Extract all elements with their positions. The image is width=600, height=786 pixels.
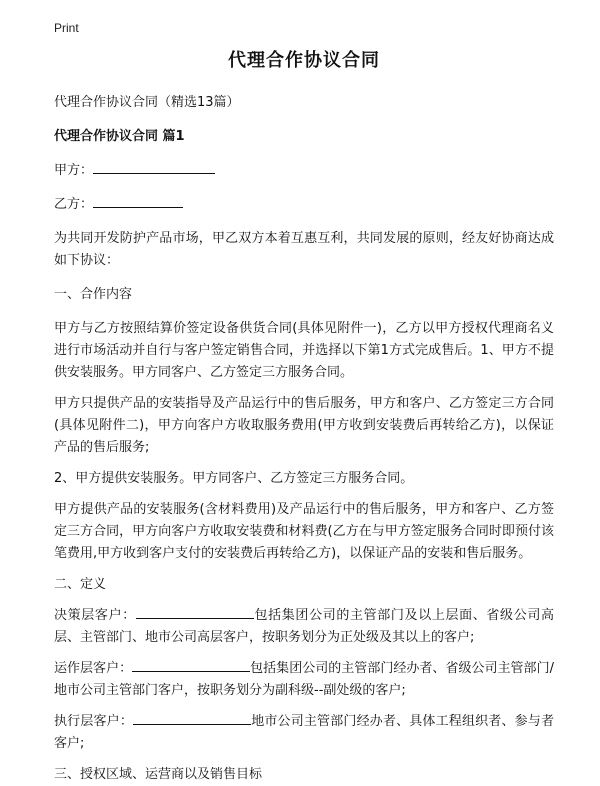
- definition-label: 运作层客户：: [54, 661, 133, 676]
- definition-decision-layer: [54, 605, 554, 649]
- definition-text: 地市公司主管部门经办者、具体工程组织者、参与者客户;: [54, 714, 554, 751]
- document-subtitle: 代理合作协议合同（精选13篇）: [54, 95, 240, 110]
- section-1-paragraph-2: 甲方只提供产品的安装指导及产品运行中的售后服务，甲方和客户、乙方签定三方合同(具体见附件二)，甲方向客户方收取服务费用(甲方收到安装费后再转给乙方)，以保证产品的售后服务;: [54, 396, 554, 455]
- section-1-paragraph-3: 2、甲方提供安装服务。甲方同客户、乙方签定三方服务合同。: [54, 471, 414, 486]
- party-b-field: [54, 194, 554, 216]
- section-heading: 代理合作协议合同 篇1: [54, 129, 185, 144]
- section-3-heading: 三、授权区域、运营商以及销售目标: [54, 767, 263, 782]
- section-2-heading: 二、定义: [54, 577, 107, 592]
- definition-label: 执行层客户：: [54, 714, 134, 729]
- definition-blank: [133, 711, 251, 725]
- document-page: [54, 48, 554, 786]
- definition-blank: [136, 605, 254, 619]
- definition-execution-layer: [54, 711, 554, 755]
- definition-text: 包括集团公司的主管部门及以上层面、省级公司高层、主管部门、地市公司高层客户，按职务划分为正处级及其以上的客户;: [54, 608, 554, 645]
- party-b-blank: [93, 194, 183, 208]
- definition-blank: [132, 658, 250, 672]
- print-link[interactable]: Print: [54, 21, 79, 35]
- definition-text: 包括集团公司的主管部门经办者、省级公司主管部门/地市公司主管部门客户，按职务划分为副科级--副处级的客户;: [54, 661, 554, 698]
- section-1-paragraph-4: 甲方提供产品的安装服务(含材料费用)及产品运行中的售后服务，甲方和客户、乙方签定三方合同，甲方向客户方收取安装费和材料费(乙方在与甲方签定服务合同时即预付该笔费用,甲方收到客户支付的安装费后再转给乙方)，以保证产品的安装和售后服务。: [54, 502, 554, 561]
- document-title: 代理合作协议合同: [228, 50, 380, 71]
- party-a-blank: [93, 160, 215, 174]
- definition-operation-layer: [54, 658, 554, 702]
- section-1-paragraph-1: 甲方与乙方按照结算价签定设备供货合同(具体见附件一)，乙方以甲方授权代理商名义进行市场活动并自行与客户签定销售合同，并选择以下第1方式完成售后。1、甲方不提供安装服务。甲方同客户、乙方签定三方服务合同。: [54, 321, 554, 380]
- section-1-heading: 一、合作内容: [54, 287, 133, 302]
- definition-label: 决策层客户：: [54, 608, 136, 623]
- party-b-label: 乙方：: [54, 197, 94, 212]
- intro-paragraph: 为共同开发防护产品市场，甲乙双方本着互惠互利，共同发展的原则，经友好协商达成如下协议：: [54, 231, 554, 268]
- party-a-label: 甲方：: [54, 163, 94, 178]
- party-a-field: [54, 160, 554, 182]
